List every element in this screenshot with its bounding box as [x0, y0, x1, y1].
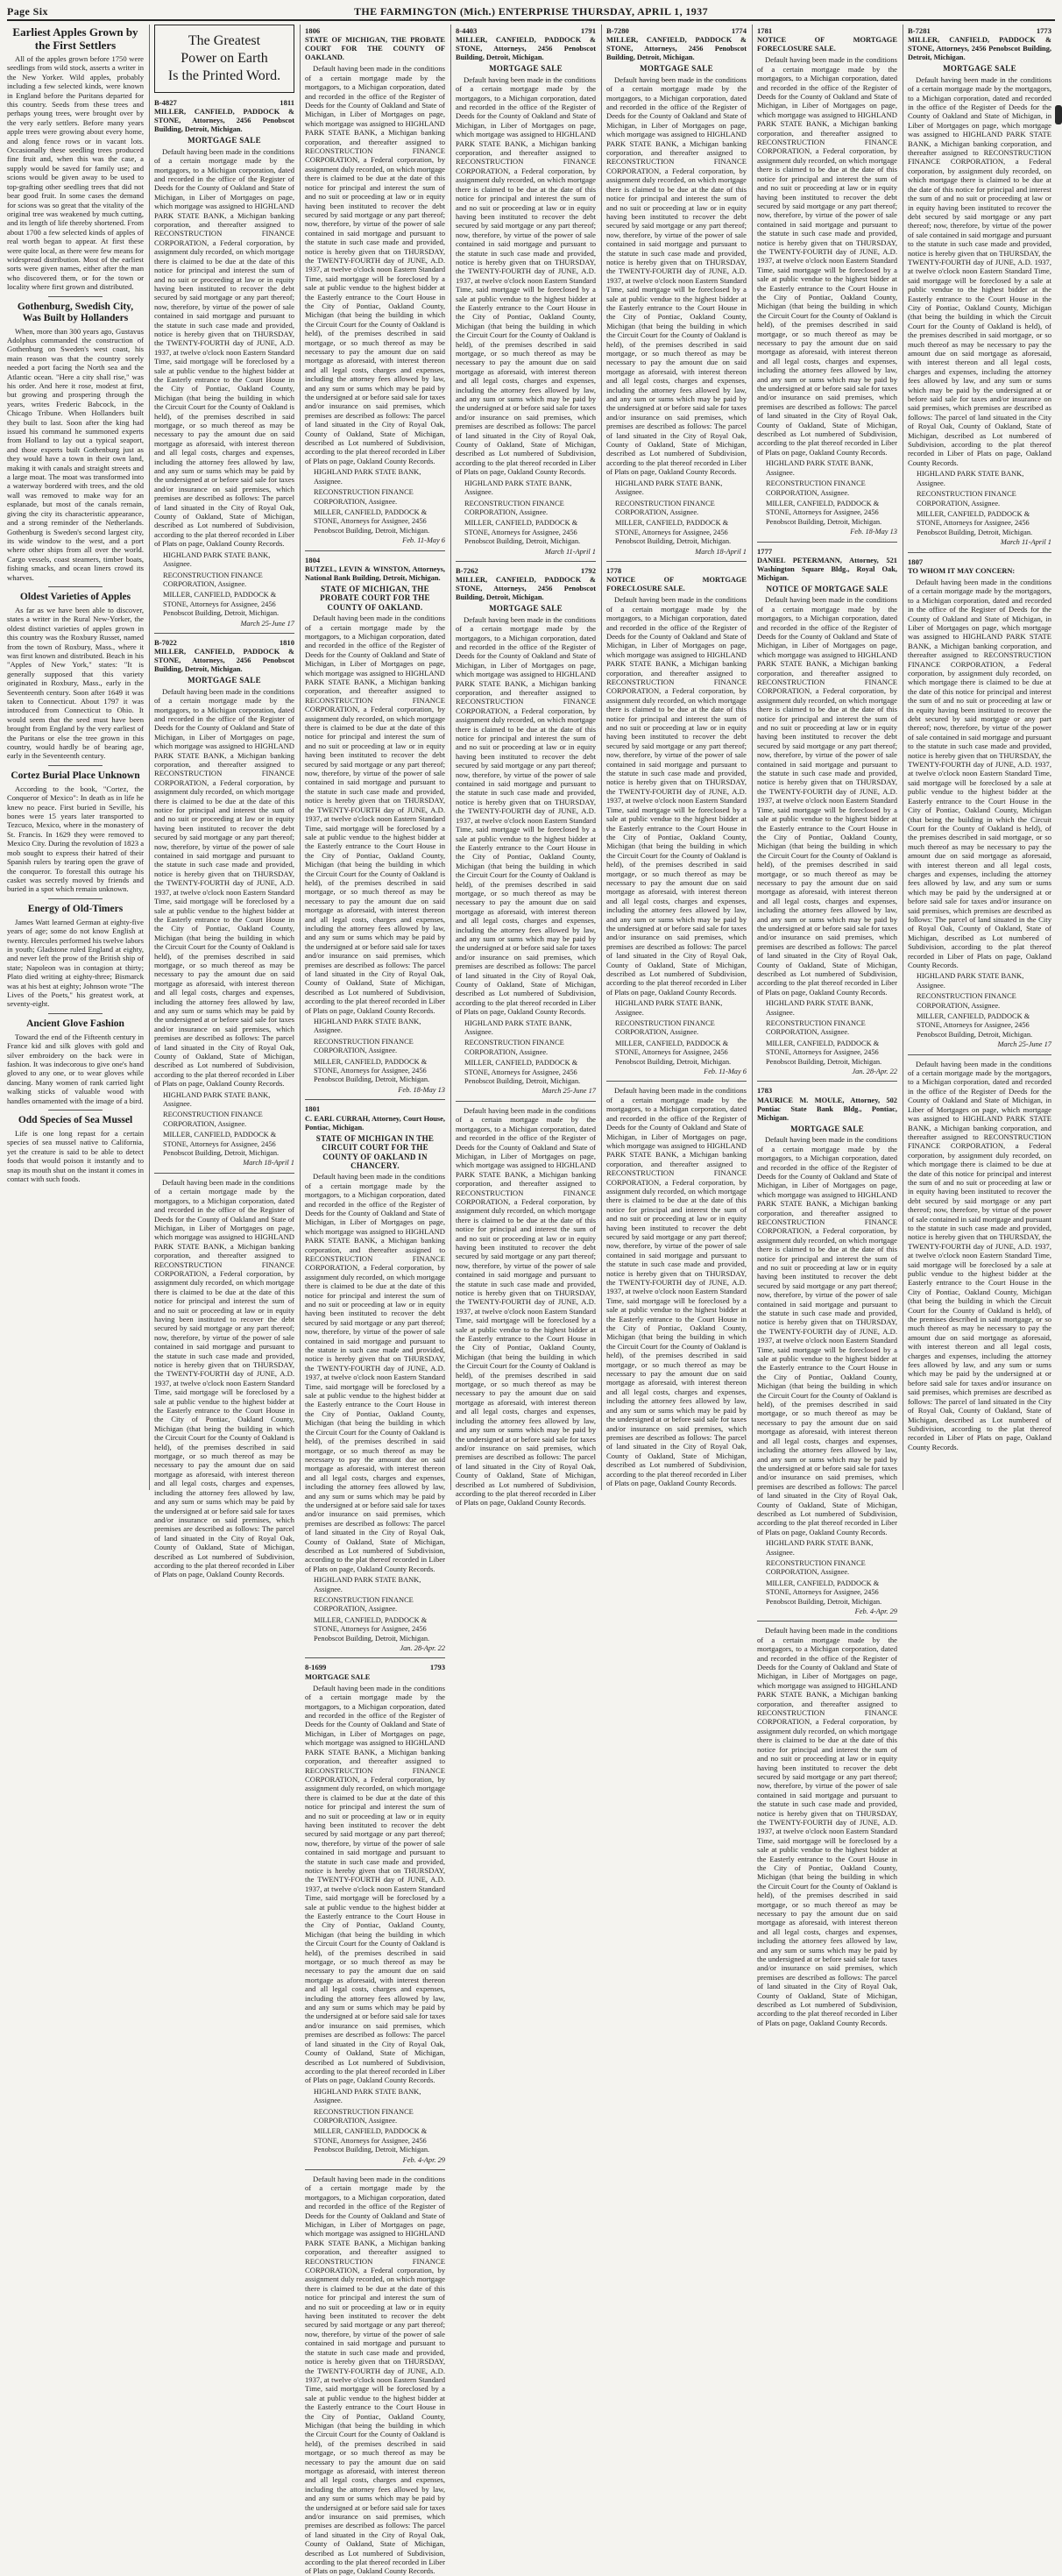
- notice-code: [305, 1104, 445, 1113]
- notice-code: [154, 638, 294, 647]
- notice-signature-rfc: RECONSTRUCTION FINANCE CORPORATION, Assignee.: [766, 479, 866, 497]
- notice-divider: [305, 1657, 445, 1658]
- story-divider: [48, 898, 103, 899]
- notice-run-dates: Feb. 11-May 6: [704, 1068, 747, 1076]
- notice-body: Default having been made in the conditions of a certain mortgage made by the mortgagors, to a Michigan corporation, dated and recorded in the office of the Register of Deeds for the County of Oakland and State of Michigan, in Liber of Mortgages on page, which mortgage was assigned to HIGHLAND PARK STATE BANK, a Michigan banking corporation, and thereafter assigned to RECONSTRUCTION FINANCE CORPORATION, a Federal corporation, by assignment duly recorded, on which mortgage there is claimed to be due at the date of this notice for principal and interest the sum of and no suit or proceeding at law or in equity having been instituted to recover the debt secured by said mortgage or any part thereof; now, therefore, by virtue of the power of sale contained in said mortgage and pursuant to the statute in such case made and provided, notice is hereby given that on THURSDAY, the TWENTY-FOURTH day of JUNE, A.D. 1937, at twelve o'clock noon Eastern Standard Time, said mortgage will be foreclosed by a sale at public vendue to the highest bidder at the Easterly entrance to the Court House in the City of Pontiac, Oakland County, Michigan (that being the building in which the Circuit Court for the County of Oakland is held), of the premises described in said mortgage, or so much thereof as may be necessary to pay the amount due on said mortgage as aforesaid, with interest thereon and all legal costs, charges and expenses, including the attorney fees allowed by law, and any sum or sums which may be paid by the undersigned at or before said sale for taxes and/or insurance on said premises, which premises are described as follows: The parcel of land situated in the City of Royal Oak, County of Oakland, State of Michigan, described as Lot numbered of Subdivision, according to the plat thereof recorded in Liber of Plats on page, Oakland County Records.: [757, 55, 897, 457]
- notice-number: 1810: [279, 637, 294, 647]
- column-rule: [149, 25, 150, 1490]
- notice-body: Default having been made in the conditions of a certain mortgage made by the mortgagors, to a Michigan corporation, dated and recorded in the office of the Register of Deeds for the County of Oakland and State of Michigan, in Liber of Mortgages on page, which mortgage was assigned to HIGHLAND PARK STATE BANK, a Michigan banking corporation, and thereafter assigned to RECONSTRUCTION FINANCE CORPORATION, a Federal corporation, by assignment duly recorded, on which mortgage there is claimed to be due at the date of this notice for principal and interest the sum of and no suit or proceeding at law or in equity having been instituted to recover the debt secured by said mortgage or any part thereof; now, therefore, by virtue of the power of sale contained in said mortgage and pursuant to the statute in such case made and provided, notice is hereby given that on THURSDAY, the TWENTY-FOURTH day of JUNE, A.D. 1937, at twelve o'clock noon Eastern Standard Time, said mortgage will be foreclosed by a sale at public vendue to the highest bidder at the Easterly entrance to the Court House in the City of Pontiac, Oakland County, Michigan (that being the building in which the Circuit Court for the County of Oakland is held), of the premises described in said mortgage, or so much thereof as may be necessary to pay the amount due on said mortgage as aforesaid, with interest thereon and all legal costs, charges and expenses, including the attorney fees allowed by law, and any sum or sums which may be paid by the undersigned at or before said sale for taxes and/or insurance on said premises, which premises are described as follows: The parcel of land situated in the City of Royal Oak, County of Oakland, State of Michigan, described as Lot numbered of Subdivision, according to the plat thereof recorded in Liber of Plats on page, Oakland County Records.: [154, 686, 294, 1089]
- notice-signature-bank: HIGHLAND PARK STATE BANK, Assignee.: [163, 550, 271, 569]
- ad-line: Power on Earth: [181, 51, 268, 66]
- legal-column-6: [754, 23, 901, 2027]
- notice-run-dates: March 18-April 1: [695, 547, 747, 556]
- notice-signature-firm: MILLER, CANFIELD, PADDOCK & STONE, Attorneys for Assignee, 2456 Penobscot Building, Detroit, Michigan.: [917, 1012, 1033, 1039]
- notice-number: 1791: [580, 26, 596, 35]
- notice-id: 1807: [908, 557, 924, 566]
- notice-code: [908, 26, 1051, 35]
- notice-id: B-7280: [606, 26, 629, 35]
- story-body: According to the book, "Cortez, the Conqueror of Mexico": In death as in life he knew no peace. First buried in Seville, his bones were 15 years later transported to Tezcuco, Mexico, where in the monastery of St. Francis. In 1629 they were removed to Mexico City. During the revolution of 1823 a mob sought to express their hatred of their Spanish rulers by tearing open the grave of the conqueror. To forestall this outrage his casket was secretly moved by friends and buried in a spot which remain unknown.: [7, 784, 145, 894]
- notice-title: MORTGAGE SALE: [943, 64, 1016, 74]
- notice-body: Default having been made in the conditions of a certain mortgage made by the mortgagors, to a Michigan corporation, dated and recorded in the office of the Register of Deeds for the County of Oakland and State of Michigan, in Liber of Mortgages on page, which mortgage was assigned to HIGHLAND PARK STATE BANK, a Michigan banking corporation, and thereafter assigned to RECONSTRUCTION FINANCE CORPORATION, a Federal corporation, by assignment duly recorded, on which mortgage there is claimed to be due at the date of this notice for principal and interest the sum of and no suit or proceeding at law or in equity having been instituted to recover the debt secured by said mortgage or any part thereof; now, therefore, by virtue of the power of sale contained in said mortgage and pursuant to the statute in such case made and provided, notice is hereby given that on THURSDAY, the TWENTY-FOURTH day of JUNE, A.D. 1937, at twelve o'clock noon Eastern Standard Time, said mortgage will be foreclosed by a sale at public vendue to the highest bidder at the Easterly entrance to the Court House in the City of Pontiac, Oakland County, Michigan (that being the building in which the Circuit Court for the County of Oakland is held), of the premises described in said mortgage, or so much thereof as may be necessary to pay the amount due on said mortgage as aforesaid, with interest thereon and all legal costs, charges and expenses, including the attorney fees allowed by law, and any sum or sums which may be paid by the undersigned at or before said sale for taxes and/or insurance on said premises, which premises are described as follows: The parcel of land situated in the City of Royal Oak, County of Oakland, State of Michigan, described as Lot numbered of Subdivision, according to the plat thereof recorded in Liber of Plats on page, Oakland County Records.: [606, 75, 747, 477]
- notice-divider: [606, 1081, 747, 1082]
- story-divider: [48, 1013, 103, 1014]
- notice-body: Default having been made in the conditions of a certain mortgage made by the mortgagors, to a Michigan corporation, dated and recorded in the office of the Register of Deeds for the County of Oakland and State of Michigan, in Liber of Mortgages on page, which mortgage was assigned to HIGHLAND PARK STATE BANK, a Michigan banking corporation, and thereafter assigned to RECONSTRUCTION FINANCE CORPORATION, a Federal corporation, by assignment duly recorded, on which mortgage there is claimed to be due at the date of this notice for principal and interest the sum of and no suit or proceeding at law or in equity having been instituted to recover the debt secured by said mortgage or any part thereof; now, therefore, by virtue of the power of sale contained in said mortgage and pursuant to the statute in such case made and provided, notice is hereby given that on THURSDAY, the TWENTY-FOURTH day of JUNE, A.D. 1937, at twelve o'clock noon Eastern Standard Time, said mortgage will be foreclosed by a sale at public vendue to the highest bidder at the Easterly entrance to the Court House in the City of Pontiac, Oakland County, Michigan (that being the building in which the Circuit Court for the County of Oakland is held), of the premises described in said mortgage, or so much thereof as may be necessary to pay the amount due on said mortgage as aforesaid, with interest thereon and all legal costs, charges and expenses, including the attorney fees allowed by law, and any sum or sums which may be paid by the undersigned at or before said sale for taxes and/or insurance on said premises, which premises are described as follows: The parcel of land situated in the City of Royal Oak, County of Oakland, State of Michigan, described as Lot numbered of Subdivision, according to the plat thereof recorded in Liber of Plats on page, Oakland County Records.: [606, 1086, 747, 1487]
- binding-mark: [1055, 105, 1062, 124]
- ad-line: Is the Printed Word.: [167, 68, 281, 83]
- notice-body: Default having been made in the conditions of a certain mortgage made by the mortgagors, to a Michigan corporation, dated and recorded in the office of the Register of Deeds for the County of Oakland and State of Michigan, in Liber of Mortgages on page, which mortgage was assigned to HIGHLAND PARK STATE BANK, a Michigan banking corporation, and thereafter assigned to RECONSTRUCTION FINANCE CORPORATION, a Federal corporation, by assignment duly recorded, on which mortgage there is claimed to be due at the date of this notice for principal and interest the sum of and no suit or proceeding at law or in equity having been instituted to recover the debt secured by said mortgage or any part thereof; now, therefore, by virtue of the power of sale contained in said mortgage and pursuant to the statute in such case made and provided, notice is hereby given that on THURSDAY, the TWENTY-FOURTH day of JUNE, A.D. 1937, at twelve o'clock noon Eastern Standard Time, said mortgage will be foreclosed by a sale at public vendue to the highest bidder at the Easterly entrance to the Court House in the City of Pontiac, Oakland County, Michigan (that being the building in which the Circuit Court for the County of Oakland is held), of the premises described in said mortgage, or so much thereof as may be necessary to pay the amount due on said mortgage as aforesaid, with interest thereon and all legal costs, charges and expenses, including the attorney fees allowed by law, and any sum or sums which may be paid by the undersigned at or before said sale for taxes and/or insurance on said premises, which premises are described as follows: The parcel of land situated in the City of Royal Oak, County of Oakland, State of Michigan, described as Lot numbered of Subdivision, according to the plat thereof recorded in Liber of Plats on page, Oakland County Records.: [456, 1105, 596, 1508]
- notice-divider: [606, 561, 747, 562]
- notice-id: 8-1699: [305, 1663, 327, 1672]
- notice-signature-firm: MILLER, CANFIELD, PADDOCK & STONE, Attorneys for Assignee, 2456 Penobscot Building, Detroit, Michigan.: [464, 1059, 581, 1086]
- notice-body: Default having been made in the conditions of a certain mortgage made by the mortgagors, to a Michigan corporation, dated and recorded in the office of the Register of Deeds for the County of Oakland and State of Michigan, in Liber of Mortgages on page, which mortgage was assigned to HIGHLAND PARK STATE BANK, a Michigan banking corporation, and thereafter assigned to RECONSTRUCTION FINANCE CORPORATION, a Federal corporation, by assignment duly recorded, on which mortgage there is claimed to be due at the date of this notice for principal and interest the sum of and no suit or proceeding at law or in equity having been instituted to recover the debt secured by said mortgage or any part thereof; now, therefore, by virtue of the power of sale contained in said mortgage and pursuant to the statute in such case made and provided, notice is hereby given that on THURSDAY, the TWENTY-FOURTH day of JUNE, A.D. 1937, at twelve o'clock noon Eastern Standard Time, said mortgage will be foreclosed by a sale at public vendue to the highest bidder at the Easterly entrance to the Court House in the City of Pontiac, Oakland County, Michigan (that being the building in which the Circuit Court for the County of Oakland is held), of the premises described in said mortgage, or so much thereof as may be necessary to pay the amount due on said mortgage as aforesaid, with interest thereon and all legal costs, charges and expenses, including the attorney fees allowed by law, and any sum or sums which may be paid by the undersigned at or before said sale for taxes and/or insurance on said premises, which premises are described as follows: The parcel of land situated in the City of Royal Oak, County of Oakland, State of Michigan, described as Lot numbered of Subdivision, according to the plat thereof recorded in Liber of Plats on page, Oakland County Records.: [606, 595, 747, 997]
- story-body: As far as we have been able to discover, states a writer in the Rural New-Yorker, the oldest distinct varieties of apples grown in this country was the Roxbury Russet, named from the town of Roxbury, Mass., where it was first known and distributed. Beach in his "Apples of New York," states: "It is generally supposed that this variety originated in Roxbury, Mass., early in the Seventeenth century. Soon after 1649 it was taken to Connecticut. About 1797 it was introduced from Connecticut to Ohio. It would seem that the seed must have been brought from England by the very earliest of the Puritans or else the tree grown in this country, would hardly be of bearing age, early in the Seventeenth century.: [7, 605, 144, 761]
- notice-signature-rfc: RECONSTRUCTION FINANCE CORPORATION, Assignee.: [314, 1596, 414, 1614]
- legal-column-4: [452, 23, 599, 1508]
- story-body: James Watt learned German at eighty-five years of age; some do not know English at twenty. Hercules performed his twelve labors in youth; Gladstone ruled England at eighty, and never left the prow of the British ship of state; Napoleon was in contagion at thirty; Plato died writing at eighty-three; Bismarck was at his best at eighty; Johnson wrote "The Lives of the Poets," his greatest work, at seventy-eight.: [7, 917, 144, 1009]
- notice-firm: MILLER, CANFIELD, PADDOCK & STONE, Attorneys, 2456 Penobscot Building, Detroit, Michigan.: [456, 36, 596, 62]
- notice-firm: BUTZEL, LEVIN & WINSTON, Attorneys, National Bank Building, Detroit, Michigan.: [305, 564, 445, 582]
- notice-run-dates: March 25-June 17: [542, 1087, 596, 1096]
- notice-signature-bank: HIGHLAND PARK STATE BANK, Assignee.: [766, 999, 874, 1017]
- notice-id: 1781: [757, 26, 773, 35]
- notice-signature-rfc: RECONSTRUCTION FINANCE CORPORATION, Assignee.: [917, 992, 1016, 1010]
- story-headline: Cortez Burial Place Unknown: [11, 770, 140, 781]
- notice-divider: [305, 2169, 445, 2170]
- feature-column: [4, 23, 147, 1492]
- notice-divider: [154, 633, 294, 634]
- notice-firm: MILLER, CANFIELD, PADDOCK & STONE, Attorneys, 2456 Penobscot Building, Detroit, Michigan.: [154, 108, 294, 134]
- notice-body: Default having been made in the conditions of a certain mortgage made by the mortgagors, to a Michigan corporation, dated and recorded in the office of the Register of Deeds for the County of Oakland and State of Michigan, in Liber of Mortgages on page, which mortgage was assigned to HIGHLAND PARK STATE BANK, a Michigan banking corporation, and thereafter assigned to RECONSTRUCTION FINANCE CORPORATION, a Federal corporation, by assignment duly recorded, on which mortgage there is claimed to be due at the date of this notice for principal and interest the sum of and no suit or proceeding at law or in equity having been instituted to recover the debt secured by said mortgage or any part thereof; now, therefore, by virtue of the power of sale contained in said mortgage and pursuant to the statute in such case made and provided, notice is hereby given that on THURSDAY, the TWENTY-FOURTH day of JUNE, A.D. 1937, at twelve o'clock noon Eastern Standard Time, said mortgage will be foreclosed by a sale at public vendue to the highest bidder at the Easterly entrance to the Court House in the City of Pontiac, Oakland County, Michigan (that being the building in which the Circuit Court for the County of Oakland is held), of the premises described in said mortgage, or so much thereof as may be necessary to pay the amount due on said mortgage as aforesaid, with interest thereon and all legal costs, charges and expenses, including the attorney fees allowed by law, and any sum or sums which may be paid by the undersigned at or before said sale for taxes and/or insurance on said premises, which premises are described as follows: The parcel of land situated in the City of Royal Oak, County of Oakland, State of Michigan, described as Lot numbered of Subdivision, according to the plat thereof recorded in Liber of Plats on page, Oakland County Records.: [305, 2174, 445, 2576]
- notice-divider: [757, 542, 897, 543]
- notice-signature-firm: MILLER, CANFIELD, PADDOCK & STONE, Attorneys for Assignee, 2456 Penobscot Building, Detroit, Michigan.: [917, 509, 1033, 536]
- notice-signature-firm: MILLER, CANFIELD, PADDOCK & STONE, Attorneys for Assignee, 2456 Penobscot Building, Detroit, Michigan.: [314, 1057, 430, 1084]
- notice-id: 1778: [606, 565, 622, 575]
- notice-firm: MILLER, CANFIELD, PADDOCK & STONE, Attorneys, 2456 Penobscot Building, Detroit, Michigan.: [154, 648, 294, 674]
- notice-run-dates: Jan. 28-Apr. 22: [852, 1068, 897, 1076]
- notice-title: STATE OF MICHIGAN, THE PROBATE COURT FOR THE COUNTY OF OAKLAND.: [320, 584, 430, 612]
- notice-divider: [757, 1621, 897, 1622]
- notice-signature-bank: HIGHLAND PARK STATE BANK, Assignee.: [314, 468, 421, 486]
- notice-run-dates: March 18-April 1: [243, 1159, 294, 1167]
- notice-signature-bank: HIGHLAND PARK STATE BANK, Assignee.: [314, 1576, 421, 1593]
- notice-id: 1804: [305, 555, 321, 564]
- story-headline: Oldest Varieties of Apples: [19, 591, 131, 602]
- notice-divider: [757, 1081, 897, 1082]
- notice-signature-rfc: RECONSTRUCTION FINANCE CORPORATION, Assignee.: [163, 571, 263, 588]
- story-headline: Odd Species of Sea Mussel: [18, 1115, 133, 1126]
- legal-column-2: [151, 23, 298, 1579]
- notice-id: B-7281: [908, 26, 931, 35]
- notice-body: Default having been made in the conditions of a certain mortgage made by the mortgagors, to a Michigan corporation, dated and recorded in the office of the Register of Deeds for the County of Oakland and State of Michigan, in Liber of Mortgages on page, which mortgage was assigned to HIGHLAND PARK STATE BANK, a Michigan banking corporation, and thereafter assigned to RECONSTRUCTION FINANCE CORPORATION, a Federal corporation, by assignment duly recorded, on which mortgage there is claimed to be due at the date of this notice for principal and interest the sum of and no suit or proceeding at law or in equity having been instituted to recover the debt secured by said mortgage or any part thereof; now, therefore, by virtue of the power of sale contained in said mortgage and pursuant to the statute in such case made and provided, notice is hereby given that on THURSDAY, the TWENTY-FOURTH day of JUNE, A.D. 1937, at twelve o'clock noon Eastern Standard Time, said mortgage will be foreclosed by a sale at public vendue to the highest bidder at the Easterly entrance to the Court House in the City of Pontiac, Oakland County, Michigan (that being the building in which the Circuit Court for the County of Oakland is held), of the premises described in said mortgage, or so much thereof as may be necessary to pay the amount due on said mortgage as aforesaid, with interest thereon and all legal costs, charges and expenses, including the attorney fees allowed by law, and any sum or sums which may be paid by the undersigned at or before said sale for taxes and/or insurance on said premises, which premises are described as follows: The parcel of land situated in the City of Royal Oak, County of Oakland, State of Michigan, described as Lot numbered of Subdivision, according to the plat thereof recorded in Liber of Plats on page, Oakland County Records.: [757, 595, 897, 997]
- notice-run-dates: Feb. 4-Apr. 29: [402, 2155, 445, 2164]
- notice-firm: MILLER, CANFIELD, PADDOCK & STONE, Attorneys, 2456 Penobscot Building, Detroit, Michigan.: [456, 576, 596, 602]
- ad-line: The Greatest: [188, 33, 261, 48]
- notice-body: Default having been made in the conditions of a certain mortgage made by the mortgagors, to a Michigan corporation, dated and recorded in the office of the Register of Deeds for the County of Oakland and State of Michigan, in Liber of Mortgages on page, which mortgage was assigned to HIGHLAND PARK STATE BANK, a Michigan banking corporation, and thereafter assigned to RECONSTRUCTION FINANCE CORPORATION, a Federal corporation, by assignment duly recorded, on which mortgage there is claimed to be due at the date of this notice for principal and interest the sum of and no suit or proceeding at law or in equity having been instituted to recover the debt secured by said mortgage or any part thereof; now, therefore, by virtue of the power of sale contained in said mortgage and pursuant to the statute in such case made and provided, notice is hereby given that on THURSDAY, the TWENTY-FOURTH day of JUNE, A.D. 1937, at twelve o'clock noon Eastern Standard Time, said mortgage will be foreclosed by a sale at public vendue to the highest bidder at the Easterly entrance to the Court House in the City of Pontiac, Oakland County, Michigan (that being the building in which the Circuit Court for the County of Oakland is held), of the premises described in said mortgage, or so much thereof as may be necessary to pay the amount due on said mortgage as aforesaid, with interest thereon and all legal costs, charges and expenses, including the attorney fees allowed by law, and any sum or sums which may be paid by the undersigned at or before said sale for taxes and/or insurance on said premises, which premises are described as follows: The parcel of land situated in the City of Royal Oak, County of Oakland, State of Michigan, described as Lot numbered of Subdivision, according to the plat thereof recorded in Liber of Plats on page, Oakland County Records.: [305, 64, 445, 465]
- notice-signature-rfc: RECONSTRUCTION FINANCE CORPORATION, Assignee.: [766, 1558, 866, 1577]
- notice-title: MORTGAGE SALE: [790, 1124, 864, 1133]
- notice-code: [305, 1663, 445, 1671]
- notice-body: Default having been made in the conditions of a certain mortgage made by the mortgagors, to a Michigan corporation, dated and recorded in the office of the Register of Deeds for the County of Oakland and State of Michigan, in Liber of Mortgages on page, which mortgage was assigned to HIGHLAND PARK STATE BANK, a Michigan banking corporation, and thereafter assigned to RECONSTRUCTION FINANCE CORPORATION, a Federal corporation, by assignment duly recorded, on which mortgage there is claimed to be due at the date of this notice for principal and interest the sum of and no suit or proceeding at law or in equity having been instituted to recover the debt secured by said mortgage or any part thereof; now, therefore, by virtue of the power of sale contained in said mortgage and pursuant to the statute in such case made and provided, notice is hereby given that on THURSDAY, the TWENTY-FOURTH day of JUNE, A.D. 1937, at twelve o'clock noon Eastern Standard Time, said mortgage will be foreclosed by a sale at public vendue to the highest bidder at the Easterly entrance to the Court House in the City of Pontiac, Oakland County, Michigan (that being the building in which the Circuit Court for the County of Oakland is held), of the premises described in said mortgage, or so much thereof as may be necessary to pay the amount due on said mortgage as aforesaid, with interest thereon and all legal costs, charges and expenses, including the attorney fees allowed by law, and any sum or sums which may be paid by the undersigned at or before said sale for taxes and/or insurance on said premises, which premises are described as follows: The parcel of land situated in the City of Royal Oak, County of Oakland, State of Michigan, described as Lot numbered of Subdivision, according to the plat thereof recorded in Liber of Plats on page, Oakland County Records.: [908, 577, 1051, 969]
- notice-signature-rfc: RECONSTRUCTION FINANCE CORPORATION, Assignee.: [766, 1019, 866, 1037]
- notice-code: [305, 26, 445, 35]
- notice-id: B-4827: [154, 98, 177, 107]
- notice-signature-rfc: RECONSTRUCTION FINANCE CORPORATION, Assignee.: [615, 499, 715, 516]
- notice-number: 1773: [1036, 26, 1051, 35]
- notice-signature-bank: HIGHLAND PARK STATE BANK, Assignee.: [163, 1090, 271, 1109]
- notice-signature-bank: HIGHLAND PARK STATE BANK, Assignee.: [917, 470, 1024, 487]
- notice-body: Default having been made in the conditions of a certain mortgage made by the mortgagors, to a Michigan corporation, dated and recorded in the office of the Register of Deeds for the County of Oakland and State of Michigan, in Liber of Mortgages on page, which mortgage was assigned to HIGHLAND PARK STATE BANK, a Michigan banking corporation, and thereafter assigned to RECONSTRUCTION FINANCE CORPORATION, a Federal corporation, by assignment duly recorded, on which mortgage there is claimed to be due at the date of this notice for principal and interest the sum of and no suit or proceeding at law or in equity having been instituted to recover the debt secured by said mortgage or any part thereof; now, therefore, by virtue of the power of sale contained in said mortgage and pursuant to the statute in such case made and provided, notice is hereby given that on THURSDAY, the TWENTY-FOURTH day of JUNE, A.D. 1937, at twelve o'clock noon Eastern Standard Time, said mortgage will be foreclosed by a sale at public vendue to the highest bidder at the Easterly entrance to the Court House in the City of Pontiac, Oakland County, Michigan (that being the building in which the Circuit Court for the County of Oakland is held), of the premises described in said mortgage, or so much thereof as may be necessary to pay the amount due on said mortgage as aforesaid, with interest thereon and all legal costs, charges and expenses, including the attorney fees allowed by law, and any sum or sums which may be paid by the undersigned at or before said sale for taxes and/or insurance on said premises, which premises are described as follows: The parcel of land situated in the City of Royal Oak, County of Oakland, State of Michigan, described as Lot numbered of Subdivision, according to the plat thereof recorded in Liber of Plats on page, Oakland County Records.: [456, 614, 596, 1017]
- notice-divider: [305, 1099, 445, 1100]
- notice-code: [456, 26, 596, 35]
- notice-title: MORTGAGE SALE: [188, 676, 261, 685]
- story-divider: [48, 1110, 103, 1111]
- notice-run-dates: March 11-April 1: [1000, 538, 1051, 547]
- notice-signature-rfc: RECONSTRUCTION FINANCE CORPORATION, Assignee.: [917, 490, 1016, 507]
- masthead: [7, 4, 1055, 21]
- notice-run-dates: Feb. 4-Apr. 29: [854, 1607, 897, 1615]
- notice-signature-rfc: RECONSTRUCTION FINANCE CORPORATION, Assignee.: [163, 1111, 263, 1128]
- story-headline: Energy of Old-Timers: [27, 903, 124, 914]
- notice-code: [757, 26, 897, 35]
- notice-run-dates: Jan. 28-Apr. 22: [400, 1644, 445, 1653]
- notice-firm: NOTICE OF MORTGAGE FORECLOSURE SALE.: [757, 36, 897, 53]
- column-rule: [450, 25, 451, 1490]
- notice-signature-firm: MILLER, CANFIELD, PADDOCK & STONE, Attorneys for Assignee, 2456 Penobscot Building, Detroit, Michigan.: [314, 2127, 430, 2154]
- notice-id: 1783: [757, 1086, 773, 1096]
- notice-body: Default having been made in the conditions of a certain mortgage made by the mortgagors, to a Michigan corporation, dated and recorded in the office of the Register of Deeds for the County of Oakland and State of Michigan, in Liber of Mortgages on page, which mortgage was assigned to HIGHLAND PARK STATE BANK, a Michigan banking corporation, and thereafter assigned to RECONSTRUCTION FINANCE CORPORATION, a Federal corporation, by assignment duly recorded, on which mortgage there is claimed to be due at the date of this notice for principal and interest the sum of and no suit or proceeding at law or in equity having been instituted to recover the debt secured by said mortgage or any part thereof; now, therefore, by virtue of the power of sale contained in said mortgage and pursuant to the statute in such case made and provided, notice is hereby given that on THURSDAY, the TWENTY-FOURTH day of JUNE, A.D. 1937, at twelve o'clock noon Eastern Standard Time, said mortgage will be foreclosed by a sale at public vendue to the highest bidder at the Easterly entrance to the Court House in the City of Pontiac, Oakland County, Michigan (that being the building in which the Circuit Court for the County of Oakland is held), of the premises described in said mortgage, or so much thereof as may be necessary to pay the amount due on said mortgage as aforesaid, with interest thereon and all legal costs, charges and expenses, including the attorney fees allowed by law, and any sum or sums which may be paid by the undersigned at or before said sale for taxes and/or insurance on said premises, which premises are described as follows: The parcel of land situated in the City of Royal Oak, County of Oakland, State of Michigan, described as Lot numbered of Subdivision, according to the plat thereof recorded in Liber of Plats on page, Oakland County Records.: [908, 1059, 1051, 1451]
- notice-signature-bank: HIGHLAND PARK STATE BANK, Assignee.: [464, 1018, 572, 1037]
- column-rule: [601, 25, 602, 1490]
- notice-firm: DANIEL PETERMANN, Attorney, 521 Washington Square Bldg., Royal Oak, Michigan.: [757, 556, 897, 582]
- notice-id: 1806: [305, 26, 321, 35]
- notice-signature-rfc: RECONSTRUCTION FINANCE CORPORATION, Assignee.: [314, 1037, 414, 1055]
- notice-body: Default having been made in the conditions of a certain mortgage made by the mortgagors, to a Michigan corporation, dated and recorded in the office of the Register of Deeds for the County of Oakland and State of Michigan, in Liber of Mortgages on page, which mortgage was assigned to HIGHLAND PARK STATE BANK, a Michigan banking corporation, and thereafter assigned to RECONSTRUCTION FINANCE CORPORATION, a Federal corporation, by assignment duly recorded, on which mortgage there is claimed to be due at the date of this notice for principal and interest the sum of and no suit or proceeding at law or in equity having been instituted to recover the debt secured by said mortgage or any part thereof; now, therefore, by virtue of the power of sale contained in said mortgage and pursuant to the statute in such case made and provided, notice is hereby given that on THURSDAY, the TWENTY-FOURTH day of JUNE, A.D. 1937, at twelve o'clock noon Eastern Standard Time, said mortgage will be foreclosed by a sale at public vendue to the highest bidder at the Easterly entrance to the Court House in the City of Pontiac, Oakland County, Michigan (that being the building in which the Circuit Court for the County of Oakland is held), of the premises described in said mortgage, or so much thereof as may be necessary to pay the amount due on said mortgage as aforesaid, with interest thereon and all legal costs, charges and expenses, including the attorney fees allowed by law, and any sum or sums which may be paid by the undersigned at or before said sale for taxes and/or insurance on said premises, which premises are described as follows: The parcel of land situated in the City of Royal Oak, County of Oakland, State of Michigan, described as Lot numbered of Subdivision, according to the plat thereof recorded in Liber of Plats on page, Oakland County Records.: [908, 75, 1051, 467]
- notice-title: STATE OF MICHIGAN IN THE CIRCUIT COURT FOR THE COUNTY OF OAKLAND IN CHANCERY.: [315, 1133, 435, 1170]
- story-body: Life is one long repast for a certain species of sea mussel native to California, yet the creature is said to be able to detect foods that would poison it instantly and to snap its mouth shut on the instant it comes in contact with such foods.: [7, 1129, 144, 1184]
- notice-signature-bank: HIGHLAND PARK STATE BANK, Assignee.: [314, 1018, 421, 1035]
- notice-signature-bank: HIGHLAND PARK STATE BANK, Assignee.: [464, 479, 572, 497]
- notice-signature-firm: MILLER, CANFIELD, PADDOCK & STONE, Attorneys for Assignee, 2456 Penobscot Building, Detroit, Michigan.: [766, 1579, 882, 1606]
- notice-code: [757, 1086, 897, 1095]
- newspaper-title: THE FARMINGTON (Mich.) ENTERPRISE THURSDAY, APRIL 1, 1937: [354, 5, 708, 18]
- notice-number: 1774: [731, 26, 747, 35]
- notice-signature-bank: HIGHLAND PARK STATE BANK, Assignee.: [917, 972, 1024, 990]
- notice-firm: MORTGAGE SALE: [305, 1672, 371, 1681]
- notice-id: B-7022: [154, 637, 177, 647]
- notice-body: Default having been made in the conditions of a certain mortgage made by the mortgagors, to a Michigan corporation, dated and recorded in the office of the Register of Deeds for the County of Oakland and State of Michigan, in Liber of Mortgages on page, which mortgage was assigned to HIGHLAND PARK STATE BANK, a Michigan banking corporation, and thereafter assigned to RECONSTRUCTION FINANCE CORPORATION, a Federal corporation, by assignment duly recorded, on which mortgage there is claimed to be due at the date of this notice for principal and interest the sum of and no suit or proceeding at law or in equity having been instituted to recover the debt secured by said mortgage or any part thereof; now, therefore, by virtue of the power of sale contained in said mortgage and pursuant to the statute in such case made and provided, notice is hereby given that on THURSDAY, the TWENTY-FOURTH day of JUNE, A.D. 1937, at twelve o'clock noon Eastern Standard Time, said mortgage will be foreclosed by a sale at public vendue to the highest bidder at the Easterly entrance to the Court House in the City of Pontiac, Oakland County, Michigan (that being the building in which the Circuit Court for the County of Oakland is held), of the premises described in said mortgage, or so much thereof as may be necessary to pay the amount due on said mortgage as aforesaid, with interest thereon and all legal costs, charges and expenses, including the attorney fees allowed by law, and any sum or sums which may be paid by the undersigned at or before said sale for taxes and/or insurance on said premises, which premises are described as follows: The parcel of land situated in the City of Royal Oak, County of Oakland, State of Michigan, described as Lot numbered of Subdivision, according to the plat thereof recorded in Liber of Plats on page, Oakland County Records.: [154, 146, 294, 549]
- notice-code: [757, 547, 897, 556]
- notice-firm: MILLER, CANFIELD, PADDOCK & STONE, Attorneys, 2456 Penobscot Building, Detroit, Michigan.: [606, 36, 747, 62]
- notice-signature-bank: HIGHLAND PARK STATE BANK, Assignee.: [615, 479, 723, 497]
- notice-title: NOTICE OF MORTGAGE SALE: [766, 584, 889, 593]
- notice-code: [154, 98, 294, 107]
- notice-body: Default having been made in the conditions of a certain mortgage made by the mortgagors, to a Michigan corporation, dated and recorded in the office of the Register of Deeds for the County of Oakland and State of Michigan, in Liber of Mortgages on page, which mortgage was assigned to HIGHLAND PARK STATE BANK, a Michigan banking corporation, and thereafter assigned to RECONSTRUCTION FINANCE CORPORATION, a Federal corporation, by assignment duly recorded, on which mortgage there is claimed to be due at the date of this notice for principal and interest the sum of and no suit or proceeding at law or in equity having been instituted to recover the debt secured by said mortgage or any part thereof; now, therefore, by virtue of the power of sale contained in said mortgage and pursuant to the statute in such case made and provided, notice is hereby given that on THURSDAY, the TWENTY-FOURTH day of JUNE, A.D. 1937, at twelve o'clock noon Eastern Standard Time, said mortgage will be foreclosed by a sale at public vendue to the highest bidder at the Easterly entrance to the Court House in the City of Pontiac, Oakland County, Michigan (that being the building in which the Circuit Court for the County of Oakland is held), of the premises described in said mortgage, or so much thereof as may be necessary to pay the amount due on said mortgage as aforesaid, with interest thereon and all legal costs, charges and expenses, including the attorney fees allowed by law, and any sum or sums which may be paid by the undersigned at or before said sale for taxes and/or insurance on said premises, which premises are described as follows: The parcel of land situated in the City of Royal Oak, County of Oakland, State of Michigan, described as Lot numbered of Subdivision, according to the plat thereof recorded in Liber of Plats on page, Oakland County Records.: [305, 614, 445, 1015]
- notice-divider: [908, 552, 1051, 553]
- story-headline: Earliest Apples Grown by the First Settlers: [12, 25, 138, 52]
- notice-body: Default having been made in the conditions of a certain mortgage made by the mortgagors, to a Michigan corporation, dated and recorded in the office of the Register of Deeds for the County of Oakland and State of Michigan, in Liber of Mortgages on page, which mortgage was assigned to HIGHLAND PARK STATE BANK, a Michigan banking corporation, and thereafter assigned to RECONSTRUCTION FINANCE CORPORATION, a Federal corporation, by assignment duly recorded, on which mortgage there is claimed to be due at the date of this notice for principal and interest the sum of and no suit or proceeding at law or in equity having been instituted to recover the debt secured by said mortgage or any part thereof; now, therefore, by virtue of the power of sale contained in said mortgage and pursuant to the statute in such case made and provided, notice is hereby given that on THURSDAY, the TWENTY-FOURTH day of JUNE, A.D. 1937, at twelve o'clock noon Eastern Standard Time, said mortgage will be foreclosed by a sale at public vendue to the highest bidder at the Easterly entrance to the Court House in the City of Pontiac, Oakland County, Michigan (that being the building in which the Circuit Court for the County of Oakland is held), of the premises described in said mortgage, or so much thereof as may be necessary to pay the amount due on said mortgage as aforesaid, with interest thereon and all legal costs, charges and expenses, including the attorney fees allowed by law, and any sum or sums which may be paid by the undersigned at or before said sale for taxes and/or insurance on said premises, which premises are described as follows: The parcel of land situated in the City of Royal Oak, County of Oakland, State of Michigan, described as Lot numbered of Subdivision, according to the plat thereof recorded in Liber of Plats on page, Oakland County Records.: [757, 1626, 897, 2027]
- story-headline: Gothenburg, Swedish City, Was Built by Hollanders: [17, 301, 134, 323]
- notice-firm: NOTICE OF MORTGAGE FORECLOSURE SALE.: [606, 576, 747, 593]
- notice-code: [456, 566, 596, 575]
- notice-id: 1777: [757, 546, 773, 556]
- notice-divider: [154, 1173, 294, 1174]
- story-divider: [48, 296, 103, 297]
- story-divider: [48, 765, 103, 766]
- notice-code: [606, 566, 747, 575]
- story-divider: [48, 586, 103, 587]
- notice-signature-rfc: RECONSTRUCTION FINANCE CORPORATION, Assignee.: [314, 488, 414, 506]
- legal-column-7: [904, 23, 1055, 1492]
- notice-firm: MAURICE M. MOULE, Attorney, 502 Pontiac State Bank Bldg., Pontiac, Michigan.: [757, 1096, 897, 1122]
- notice-signature-firm: MILLER, CANFIELD, PADDOCK & STONE, Attorneys for Assignee, 2456 Penobscot Building, Detroit, Michigan.: [464, 519, 581, 546]
- notice-signature-firm: MILLER, CANFIELD, PADDOCK & STONE, Attorneys for Assignee, 2456 Penobscot Building, Detroit, Michigan.: [163, 1131, 280, 1158]
- notice-body: Default having been made in the conditions of a certain mortgage made by the mortgagors, to a Michigan corporation, dated and recorded in the office of the Register of Deeds for the County of Oakland and State of Michigan, in Liber of Mortgages on page, which mortgage was assigned to HIGHLAND PARK STATE BANK, a Michigan banking corporation, and thereafter assigned to RECONSTRUCTION FINANCE CORPORATION, a Federal corporation, by assignment duly recorded, on which mortgage there is claimed to be due at the date of this notice for principal and interest the sum of and no suit or proceeding at law or in equity having been instituted to recover the debt secured by said mortgage or any part thereof; now, therefore, by virtue of the power of sale contained in said mortgage and pursuant to the statute in such case made and provided, notice is hereby given that on THURSDAY, the TWENTY-FOURTH day of JUNE, A.D. 1937, at twelve o'clock noon Eastern Standard Time, said mortgage will be foreclosed by a sale at public vendue to the highest bidder at the Easterly entrance to the Court House in the City of Pontiac, Oakland County, Michigan (that being the building in which the Circuit Court for the County of Oakland is held), of the premises described in said mortgage, or so much thereof as may be necessary to pay the amount due on said mortgage as aforesaid, with interest thereon and all legal costs, charges and expenses, including the attorney fees allowed by law, and any sum or sums which may be paid by the undersigned at or before said sale for taxes and/or insurance on said premises, which premises are described as follows: The parcel of land situated in the City of Royal Oak, County of Oakland, State of Michigan, described as Lot numbered of Subdivision, according to the plat thereof recorded in Liber of Plats on page, Oakland County Records.: [456, 75, 596, 477]
- notice-run-dates: March 25-June 17: [997, 1040, 1051, 1049]
- notice-title: MORTGAGE SALE: [188, 136, 261, 145]
- notice-body: Default having been made in the conditions of a certain mortgage made by the mortgagors, to a Michigan corporation, dated and recorded in the office of the Register of Deeds for the County of Oakland and State of Michigan, in Liber of Mortgages on page, which mortgage was assigned to HIGHLAND PARK STATE BANK, a Michigan banking corporation, and thereafter assigned to RECONSTRUCTION FINANCE CORPORATION, a Federal corporation, by assignment duly recorded, on which mortgage there is claimed to be due at the date of this notice for principal and interest the sum of and no suit or proceeding at law or in equity having been instituted to recover the debt secured by said mortgage or any part thereof; now, therefore, by virtue of the power of sale contained in said mortgage and pursuant to the statute in such case made and provided, notice is hereby given that on THURSDAY, the TWENTY-FOURTH day of JUNE, A.D. 1937, at twelve o'clock noon Eastern Standard Time, said mortgage will be foreclosed by a sale at public vendue to the highest bidder at the Easterly entrance to the Court House in the City of Pontiac, Oakland County, Michigan (that being the building in which the Circuit Court for the County of Oakland is held), of the premises described in said mortgage, or so much thereof as may be necessary to pay the amount due on said mortgage as aforesaid, with interest thereon and all legal costs, charges and expenses, including the attorney fees allowed by law, and any sum or sums which may be paid by the undersigned at or before said sale for taxes and/or insurance on said premises, which premises are described as follows: The parcel of land situated in the City of Royal Oak, County of Oakland, State of Michigan, described as Lot numbered of Subdivision, according to the plat thereof recorded in Liber of Plats on page, Oakland County Records.: [305, 1172, 445, 1573]
- column-rule: [300, 25, 301, 1490]
- notice-number: 1792: [580, 565, 596, 575]
- notice-body: Default having been made in the conditions of a certain mortgage made by the mortgagors, to a Michigan corporation, dated and recorded in the office of the Register of Deeds for the County of Oakland and State of Michigan, in Liber of Mortgages on page, which mortgage was assigned to HIGHLAND PARK STATE BANK, a Michigan banking corporation, and thereafter assigned to RECONSTRUCTION FINANCE CORPORATION, a Federal corporation, by assignment duly recorded, on which mortgage there is claimed to be due at the date of this notice for principal and interest the sum of and no suit or proceeding at law or in equity having been instituted to recover the debt secured by said mortgage or any part thereof; now, therefore, by virtue of the power of sale contained in said mortgage and pursuant to the statute in such case made and provided, notice is hereby given that on THURSDAY, the TWENTY-FOURTH day of JUNE, A.D. 1937, at twelve o'clock noon Eastern Standard Time, said mortgage will be foreclosed by a sale at public vendue to the highest bidder at the Easterly entrance to the Court House in the City of Pontiac, Oakland County, Michigan (that being the building in which the Circuit Court for the County of Oakland is held), of the premises described in said mortgage, or so much thereof as may be necessary to pay the amount due on said mortgage as aforesaid, with interest thereon and all legal costs, charges and expenses, including the attorney fees allowed by law, and any sum or sums which may be paid by the undersigned at or before said sale for taxes and/or insurance on said premises, which premises are described as follows: The parcel of land situated in the City of Royal Oak, County of Oakland, State of Michigan, described as Lot numbered of Subdivision, according to the plat thereof recorded in Liber of Plats on page, Oakland County Records.: [154, 1177, 294, 1579]
- notice-signature-rfc: RECONSTRUCTION FINANCE CORPORATION, Assignee.: [615, 1019, 715, 1037]
- notice-run-dates: Feb. 11-May 6: [402, 536, 445, 545]
- notice-signature-bank: HIGHLAND PARK STATE BANK, Assignee.: [314, 2087, 421, 2105]
- notice-run-dates: Feb. 18-May 13: [850, 528, 897, 536]
- legal-column-3: [301, 23, 449, 2576]
- notice-title: MORTGAGE SALE: [640, 64, 713, 74]
- page-number: Page Six: [7, 5, 48, 18]
- notice-firm: C. EARL CURRAH, Attorney, Court House, Pontiac, Michigan.: [305, 1114, 445, 1132]
- notice-number: 1793: [429, 1663, 445, 1672]
- story-body: When, more than 300 years ago, Gustavus Adolphus commanded the construction of Gothenburg on Sweden's west coast, his main reason was that the country sorely needed a port facing the North sea and the Atlantic ocean. "Here a city shall rise," was his order. And here it rose, modest at first, but growing and prospering through the years, writes Frederic Babcock, in the Chicago Tribune. When Hollanders built they built to last. Soon after the king had issued his command he summoned experts from Holland to lay out a typical seaport, and those experts built Gothenburg just as they would have a town in their own land, making it with canals and straight streets and a large moat. The moat was transformed into a waterway bordered with trees, and the old wall was removed to make way for an esplanade, but most of the canals remain, giving the city its characteristic appearance, and a strong reminder of the Netherlands. Gothenburg is Sweden's second largest city, its wide window to the west, and a port where other ships from all over the world. Cargo vessels, coast steamers, timber boats, fishing smacks, and ocean liners crowd its wharves.: [7, 326, 144, 582]
- notice-firm: STATE OF MICHIGAN, THE PROBATE COURT FOR THE COUNTY OF OAKLAND.: [305, 36, 445, 62]
- notice-signature-firm: MILLER, CANFIELD, PADDOCK & STONE, Attorneys for Assignee, 2456 Penobscot Building, Detroit, Michigan.: [615, 1039, 732, 1066]
- story-body: All of the apples grown before 1750 were seedlings from wild stock, asserts a writer in the New Yorker. Wild apples, probably including a few selected kinds, were known in England before the Puritans departed for this country. Seeds from these trees and perhaps young trees, were brought over by the very early settlers. Before many years apple trees were growing about every home, and along fence rows or in vacant lots. Occasionally these seedling trees produced fine fruit and, when this was the case, a supply would be saved for family use; and scions would be given away to be used to top-grafting other seedling trees that did not bear good fruit. In some cases the demand for scions was so great that the vitality of the original tree was weakened by much cutting, and its length of life thereby shortened. From about 1700 a few selected kinds of apples of real worth began to appear. At first these were quite local, as there were few means for widespread distribution. Most of the earliest sorts were given names, either after the man who discovered them, or for the town or locality where first grown and distributed.: [7, 54, 144, 292]
- notice-signature-bank: HIGHLAND PARK STATE BANK, Assignee.: [766, 459, 874, 477]
- notice-divider: [456, 561, 596, 562]
- legal-column-5: [603, 23, 750, 1492]
- notice-signature-firm: MILLER, CANFIELD, PADDOCK & STONE, Attorneys for Assignee, 2456 Penobscot Building, Detroit, Michigan.: [766, 1039, 882, 1066]
- notice-signature-rfc: RECONSTRUCTION FINANCE CORPORATION, Assignee.: [464, 1039, 564, 1056]
- notice-firm: MILLER, CANFIELD, PADDOCK & STONE, Attorneys, 2456 Penobscot Building, Detroit, Michigan.: [908, 36, 1051, 62]
- notice-code: [606, 26, 747, 35]
- printed-word-ad: [154, 25, 294, 93]
- notice-id: 8-4403: [456, 26, 478, 35]
- notice-signature-rfc: RECONSTRUCTION FINANCE CORPORATION, Assignee.: [464, 499, 564, 516]
- notice-signature-firm: MILLER, CANFIELD, PADDOCK & STONE, Attorneys for Assignee, 2456 Penobscot Building, Detroit, Michigan.: [766, 499, 882, 526]
- notice-body: Default having been made in the conditions of a certain mortgage made by the mortgagors, to a Michigan corporation, dated and recorded in the office of the Register of Deeds for the County of Oakland and State of Michigan, in Liber of Mortgages on page, which mortgage was assigned to HIGHLAND PARK STATE BANK, a Michigan banking corporation, and thereafter assigned to RECONSTRUCTION FINANCE CORPORATION, a Federal corporation, by assignment duly recorded, on which mortgage there is claimed to be due at the date of this notice for principal and interest the sum of and no suit or proceeding at law or in equity having been instituted to recover the debt secured by said mortgage or any part thereof; now, therefore, by virtue of the power of sale contained in said mortgage and pursuant to the statute in such case made and provided, notice is hereby given that on THURSDAY, the TWENTY-FOURTH day of JUNE, A.D. 1937, at twelve o'clock noon Eastern Standard Time, said mortgage will be foreclosed by a sale at public vendue to the highest bidder at the Easterly entrance to the Court House in the City of Pontiac, Oakland County, Michigan (that being the building in which the Circuit Court for the County of Oakland is held), of the premises described in said mortgage, or so much thereof as may be necessary to pay the amount due on said mortgage as aforesaid, with interest thereon and all legal costs, charges and expenses, including the attorney fees allowed by law, and any sum or sums which may be paid by the undersigned at or before said sale for taxes and/or insurance on said premises, which premises are described as follows: The parcel of land situated in the City of Royal Oak, County of Oakland, State of Michigan, described as Lot numbered of Subdivision, according to the plat thereof recorded in Liber of Plats on page, Oakland County Records.: [305, 1683, 445, 2085]
- notice-code: [908, 557, 1051, 566]
- notice-run-dates: March 11-April 1: [544, 547, 596, 556]
- notice-signature-rfc: RECONSTRUCTION FINANCE CORPORATION, Assignee.: [314, 2107, 414, 2125]
- notice-divider: [305, 550, 445, 551]
- notice-firm: TO WHOM IT MAY CONCERN:: [908, 566, 1016, 575]
- notice-divider: [908, 1054, 1051, 1055]
- notice-id: 1801: [305, 1104, 321, 1114]
- notice-id: B-7262: [456, 565, 478, 575]
- notice-number: 1811: [280, 98, 294, 107]
- story-body: Toward the end of the Fifteenth century in France kid and silk gloves with gold and silver embroidery on the back were in fashion. It was indecorous to give one's hand gloved to any one, or to wear gloves while dancing. Many women of rank carried light walking sticks of valuable wood with handles ornamented with the image of a bird.: [7, 1032, 144, 1105]
- column-rule: [752, 25, 753, 1490]
- notice-signature-firm: MILLER, CANFIELD, PADDOCK & STONE, Attorneys for Assignee, 2456 Penobscot Building, Detroit, Michigan.: [314, 507, 430, 535]
- notice-divider: [456, 1101, 596, 1102]
- notice-signature-firm: MILLER, CANFIELD, PADDOCK & STONE, Attorneys for Assignee, 2456 Penobscot Building, Detroit, Michigan.: [314, 1615, 430, 1643]
- notice-signature-firm: MILLER, CANFIELD, PADDOCK & STONE, Attorneys for Assignee, 2456 Penobscot Building, Detroit, Michigan.: [163, 591, 280, 618]
- notice-code: [305, 556, 445, 564]
- notice-title: MORTGAGE SALE: [489, 64, 563, 74]
- notice-signature-firm: MILLER, CANFIELD, PADDOCK & STONE, Attorneys for Assignee, 2456 Penobscot Building, Detroit, Michigan.: [615, 519, 732, 546]
- notice-body: Default having been made in the conditions of a certain mortgage made by the mortgagors, to a Michigan corporation, dated and recorded in the office of the Register of Deeds for the County of Oakland and State of Michigan, in Liber of Mortgages on page, which mortgage was assigned to HIGHLAND PARK STATE BANK, a Michigan banking corporation, and thereafter assigned to RECONSTRUCTION FINANCE CORPORATION, a Federal corporation, by assignment duly recorded, on which mortgage there is claimed to be due at the date of this notice for principal and interest the sum of and no suit or proceeding at law or in equity having been instituted to recover the debt secured by said mortgage or any part thereof; now, therefore, by virtue of the power of sale contained in said mortgage and pursuant to the statute in such case made and provided, notice is hereby given that on THURSDAY, the TWENTY-FOURTH day of JUNE, A.D. 1937, at twelve o'clock noon Eastern Standard Time, said mortgage will be foreclosed by a sale at public vendue to the highest bidder at the Easterly entrance to the Court House in the City of Pontiac, Oakland County, Michigan (that being the building in which the Circuit Court for the County of Oakland is held), of the premises described in said mortgage, or so much thereof as may be necessary to pay the amount due on said mortgage as aforesaid, with interest thereon and all legal costs, charges and expenses, including the attorney fees allowed by law, and any sum or sums which may be paid by the undersigned at or before said sale for taxes and/or insurance on said premises, which premises are described as follows: The parcel of land situated in the City of Royal Oak, County of Oakland, State of Michigan, described as Lot numbered of Subdivision, according to the plat thereof recorded in Liber of Plats on page, Oakland County Records.: [757, 1135, 897, 1536]
- notice-run-dates: Feb. 18-May 13: [398, 1085, 445, 1094]
- notice-signature-bank: HIGHLAND PARK STATE BANK, Assignee.: [766, 1539, 874, 1557]
- notice-run-dates: March 25-June 17: [240, 619, 294, 628]
- story-headline: Ancient Glove Fashion: [26, 1018, 124, 1029]
- notice-title: MORTGAGE SALE: [489, 604, 563, 614]
- notice-signature-bank: HIGHLAND PARK STATE BANK, Assignee.: [615, 999, 723, 1017]
